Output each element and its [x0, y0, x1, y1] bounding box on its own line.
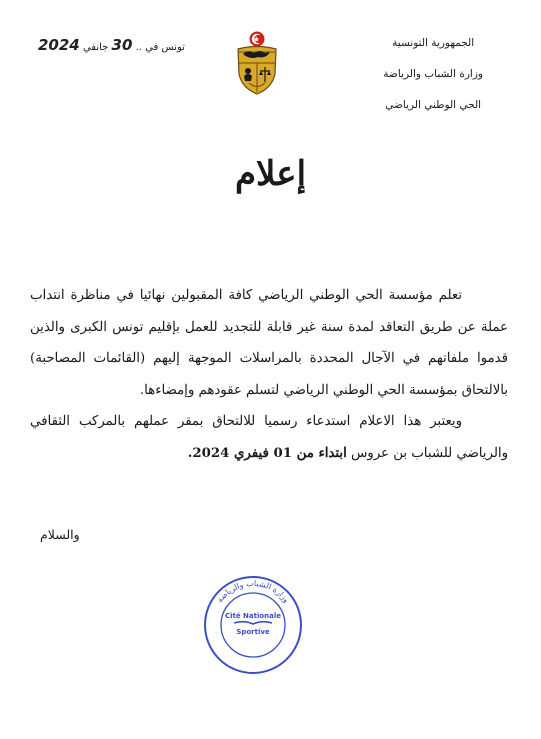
paragraph-2-text: ويعتبر هذا الاعلام استدعاء رسميا للالتحاق بمقر عملهم بالمركب الثقافي والرياضي للشباب بن عروس [30, 414, 508, 461]
header-ministry: وزارة الشباب والرياضة [383, 68, 483, 80]
stamp-arabic-ring: وزارة الشباب والرياضة [215, 578, 291, 605]
paragraph-1: تعلم مؤسسة الحي الوطني الرياضي كافة المقبولين نهائيا في مناظرة انتداب عملة عن طريق التعاقد لمدة سنة غير قابلة للتجديد للعمل بإقليم تونس الكبرى والذين قدموا ملفاتهم في الآجال المحددة بالمراسلات الموجهة إليهم (القائمات المصاحبة) بالالتحاق بمؤسسة الحي الوطني الرياضي لتسلم عقودهم وإمضاءها. [30, 288, 508, 398]
closing-salutation: والسلام [40, 527, 80, 542]
date-month: جانفي [82, 42, 109, 53]
paragraph-2-date: ابتداء من 01 فيفري 2024. [187, 445, 347, 461]
ministry-header [383, 28, 483, 121]
notice-title: إعلام [234, 154, 307, 194]
paragraph-2 [30, 406, 508, 469]
tunisia-coat-of-arms-icon [234, 30, 280, 96]
notice-body [30, 280, 508, 470]
date-year: 2024 [38, 36, 80, 54]
svg-text:وزارة الشباب والرياضة [215, 579, 291, 605]
stamp-fr-line1: Cité Nationale [224, 612, 282, 620]
header-institution: الحي الوطني الرياضي [385, 99, 482, 111]
official-stamp [200, 574, 306, 676]
header-republic: الجمهورية التونسية [392, 37, 475, 49]
date-line [38, 36, 185, 54]
date-prefix: تونس في .. [135, 42, 185, 53]
date-day: 30 [111, 36, 133, 54]
stamp-fr-line2: Sportive [236, 628, 270, 636]
